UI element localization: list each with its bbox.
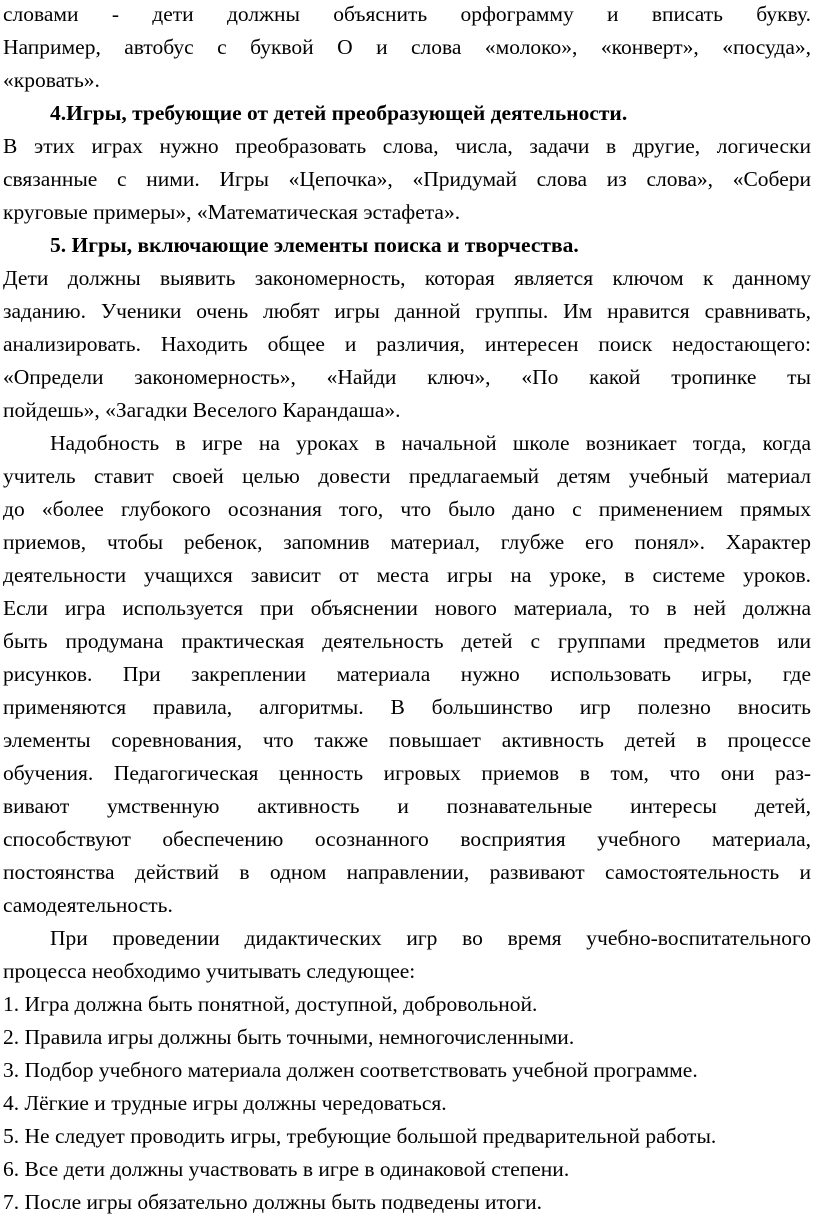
text-line: вивают умственную активность и познавательные интересы детей, [3,794,811,818]
text-line: пойдешь», «Загадки Веселого Карандаша». [3,398,401,422]
text-line: Дети должны выявить закономерность, которая является ключом к данному [3,266,811,290]
text-line: элементы соревнования, что также повышает активность детей в процессе [3,728,811,752]
text-line: до «более глубокого осознания того, что было дано с применением прямых [3,497,811,521]
text-line: При проведении дидактических игр во время учебно-воспитательного [50,926,811,950]
text-line: Например, автобус с буквой О и слова «молоко», «конверт», «посуда», [3,35,811,59]
text-line: Если игра используется при объяснении нового материала, то в ней должна [3,596,811,620]
text-line: Надобность в игре на уроках в начальной школе возникает тогда, когда [50,431,811,455]
text-line: процесса необходимо учитывать следующее: [3,959,416,983]
list-item: 1. Игра должна быть понятной, доступной, добровольной. [3,992,538,1016]
text-line: быть продумана практическая деятельность детей с группами предметов или [3,629,811,653]
text-line: постоянства действий в одном направлении, развивают самостоятельность и [3,860,811,884]
text-line: заданию. Ученики очень любят игры данной группы. Им нравится сравнивать, [3,299,811,323]
text-line: «кровать». [3,68,100,92]
text-line: анализировать. Находить общее и различия, интересен поиск недостающего: [3,332,811,356]
list-item: 5. Не следует проводить игры, требующие большой предварительной работы. [3,1124,717,1148]
text-line: приемов, чтобы ребенок, запомнив материал, глубже его понял». Характер [3,530,811,554]
text-line: самодеятельность. [3,893,173,917]
list-item: 4. Лёгкие и трудные игры должны чередоваться. [3,1091,447,1115]
text-line: «Определи закономерность», «Найди ключ», «По какой тропинке ты [3,365,811,389]
text-line: обучения. Педагогическая ценность игровых приемов в том, что они раз- [3,761,811,785]
text-line: деятельности учащихся зависит от места игры на уроке, в системе уроков. [3,563,811,587]
list-item: 6. Все дети должны участвовать в игре в одинаковой степени. [3,1157,570,1181]
text-line: рисунков. При закреплении материала нужно использовать игры, где [3,662,811,686]
text-line: связанные с ними. Игры «Цепочка», «Придумай слова из слова», «Собери [3,167,811,191]
list-item: 2. Правила игры должны быть точными, немногочисленными. [3,1025,575,1049]
text-line: способствуют обеспечению осознанного восприятия учебного материала, [3,827,811,851]
text-line: применяются правила, алгоритмы. В большинство игр полезно вносить [3,695,811,719]
list-item: 7. После игры обязательно должны быть подведены итоги. [3,1190,543,1214]
text-line: учитель ставит своей целью довести предлагаемый детям учебный материал [3,464,811,488]
text-line: круговые примеры», «Математическая эстафета». [3,200,461,224]
text-line: В этих играх нужно преобразовать слова, числа, задачи в другие, логически [3,134,811,158]
section-heading-5: 5. Игры, включающие элементы поиска и творчества. [50,233,579,257]
list-item: 3. Подбор учебного материала должен соответствовать учебной программе. [3,1058,698,1082]
text-line: словами - дети должны объяснить орфограмму и вписать букву. [3,2,811,26]
section-heading-4: 4.Игры, требующие от детей преобразующей деятельности. [50,101,628,125]
